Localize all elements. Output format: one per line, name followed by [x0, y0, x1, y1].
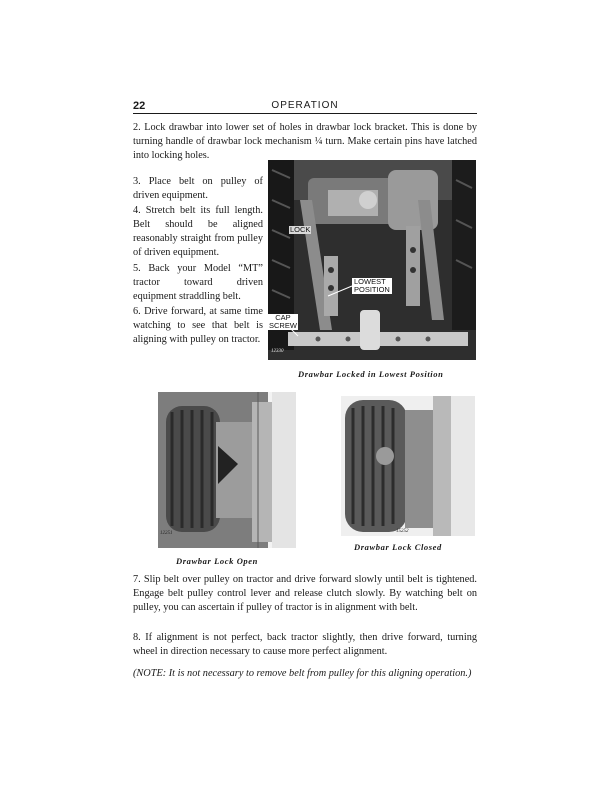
step-2-text: 2. Lock drawbar into lower set of holes in drawbar lock bracket. This is done by turning handle of drawbar lock mechanism ¼ turn. Make certain pins have latched into locking holes.: [133, 122, 477, 161]
closed-figure-caption: Drawbar Lock Closed: [354, 542, 442, 552]
page-header: [133, 100, 477, 114]
drawbar-locked-photo: [268, 160, 476, 360]
step-7-text: 7. Slip belt over pulley on tractor and drive forward slowly until belt is tightened. Engage belt pulley control lever and release clutch slowly. By watching belt on pulley, you can ascertain if pulley of tractor is in alignment with belt.: [133, 574, 477, 613]
step-8-text: 8. If alignment is not perfect, back tractor slightly, then drive forward, turning wheel in direction necessary to cause more perfect alignment.: [133, 632, 477, 657]
step-5-text: 5. Back your Model “MT” tractor toward driven equipment straddling belt.: [133, 263, 263, 302]
cap-screw-label: [268, 314, 298, 330]
lock-open-illustration: [158, 392, 296, 548]
open-photo-number: 12251: [160, 531, 173, 536]
running-head: OPERATION: [271, 100, 339, 111]
open-figure-caption: Drawbar Lock Open: [176, 556, 258, 566]
step-6-text: 6. Drive forward, at same time watching to see that belt is aligning with pulley on tractor.: [133, 306, 263, 345]
lowest-position-label-text: LOWEST POSITION: [354, 277, 390, 294]
drawbar-locked-illustration: [268, 160, 476, 360]
main-figure-caption: Drawbar Locked in Lowest Position: [298, 369, 444, 379]
header-rule: [133, 113, 477, 114]
note-text: (NOTE: It is not necessary to remove belt from pulley for this aligning operation.): [133, 668, 472, 679]
main-photo-number: 12330: [271, 349, 284, 354]
step-4-text: 4. Stretch belt its full length. Belt should be aligned reasonably straight from pulley of driven equipment.: [133, 205, 263, 258]
page-number: 22: [133, 100, 146, 112]
drawbar-lock-open-photo: [158, 392, 296, 548]
drawbar-lock-closed-photo: [341, 396, 475, 536]
cap-screw-label-text: CAP SCREW: [269, 313, 297, 330]
lock-closed-illustration: [341, 396, 475, 536]
lock-label: LOCK: [290, 225, 311, 234]
lowest-position-label: [352, 278, 392, 294]
closed-photo-number: 15252: [396, 529, 409, 534]
step-3-text: 3. Place belt on pulley of driven equipment.: [133, 176, 263, 201]
